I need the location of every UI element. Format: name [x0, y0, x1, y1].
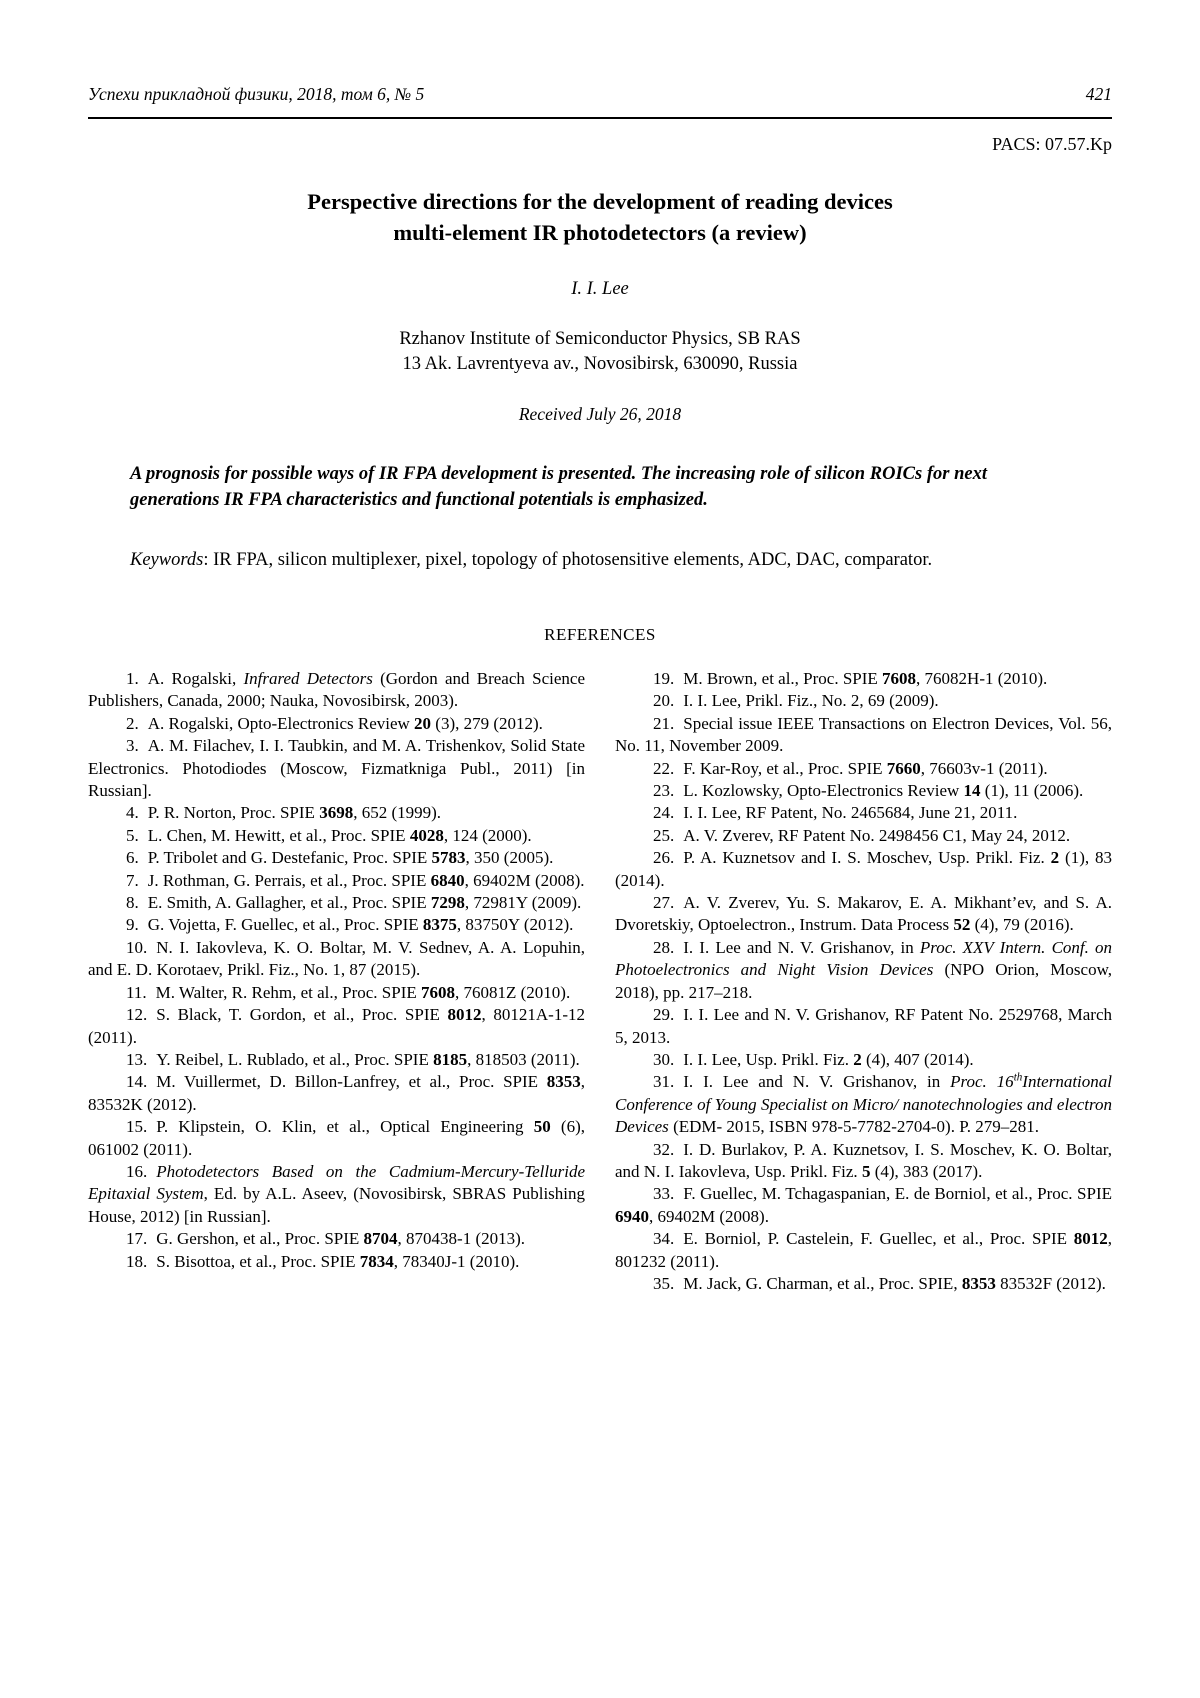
reference-item: 11. M. Walter, R. Rehm, et al., Proc. SPIE 7608, 76081Z (2010).	[126, 982, 571, 1002]
reference-number: 4.	[126, 803, 139, 823]
reference-item: 16. Photodetectors Based on the Cadmium-Mercury-Telluride Epitaxial System, Ed. by A.L. Aseev, (Novosibirsk, SBRAS Publishing House, 2012) [in Russian].	[88, 1161, 586, 1226]
reference-number: 20.	[653, 691, 675, 711]
reference-number: 31.	[653, 1072, 675, 1092]
reference-item: 8. E. Smith, A. Gallagher, et al., Proc. SPIE 7298, 72981Y (2009).	[126, 893, 582, 913]
reference-item: 24. I. I. Lee, RF Patent, No. 2465684, June 21, 2011.	[653, 803, 1018, 823]
reference-item: 27. A. V. Zverev, Yu. S. Makarov, E. A. Mikhant’ev, and S. A. Dvoretskiy, Optoelectron., Instrum. Data Process 52 (4), 79 (2016).	[615, 893, 1112, 935]
reference-number: 28.	[653, 937, 675, 957]
received-date: Received July 26, 2018	[518, 404, 682, 424]
reference-number: 9.	[126, 915, 139, 935]
references-column-left	[88, 668, 585, 1295]
reference-number: 29.	[653, 1005, 675, 1025]
reference-number: 22.	[653, 758, 675, 778]
reference-number: 1.	[126, 669, 139, 688]
reference-number: 33.	[653, 1184, 675, 1204]
references-column-right	[615, 668, 1112, 1295]
reference-item: 2. A. Rogalski, Opto-Electronics Review 20 (3), 279 (2012).	[126, 713, 543, 733]
reference-item: 13. Y. Reibel, L. Rublado, et al., Proc. SPIE 8185, 818503 (2011).	[126, 1049, 580, 1069]
page-number: 421	[1085, 84, 1112, 104]
reference-item: 5. L. Chen, M. Hewitt, et al., Proc. SPIE 4028, 124 (2000).	[126, 825, 532, 845]
reference-item: 19. M. Brown, et al., Proc. SPIE 7608, 76082H-1 (2010).	[653, 669, 1048, 688]
reference-item: 10. N. I. Iakovleva, K. O. Boltar, M. V. Sednev, A. A. Lopuhin, and E. D. Korotaev, Prikl. Fiz., No. 1, 87 (2015).	[88, 937, 585, 980]
reference-item: 32. I. D. Burlakov, P. A. Kuznetsov, I. S. Moschev, K. O. Boltar, and N. I. Iakovleva, Usp. Prikl. Fiz. 5 (4), 383 (2017).	[615, 1139, 1112, 1181]
journal-header	[88, 84, 1112, 119]
reference-number: 13.	[126, 1049, 148, 1069]
reference-item: 22. F. Kar-Roy, et al., Proc. SPIE 7660, 76603v-1 (2011).	[653, 758, 1048, 778]
reference-number: 16.	[126, 1161, 148, 1181]
reference-number: 11.	[126, 982, 147, 1002]
reference-item: 14. M. Vuillermet, D. Billon-Lanfrey, et al., Proc. SPIE 8353, 83532K (2012).	[88, 1072, 585, 1114]
reference-number: 34.	[653, 1229, 675, 1249]
reference-item: 23. L. Kozlowsky, Opto-Electronics Review 14 (1), 11 (2006).	[653, 781, 1084, 801]
reference-item: 17. G. Gershon, et al., Proc. SPIE 8704, 870438-1 (2013).	[126, 1229, 526, 1249]
reference-number: 12.	[126, 1005, 148, 1025]
reference-number: 24.	[653, 803, 675, 823]
affiliation-line1: Rzhanov Institute of Semiconductor Physics, SB RAS	[399, 329, 801, 349]
article-title-line1: Perspective directions for the development of reading devices	[307, 189, 893, 214]
reference-item: 26. P. A. Kuznetsov and I. S. Moschev, Usp. Prikl. Fiz. 2 (1), 83 (2014).	[615, 848, 1112, 890]
reference-item: 21. Special issue IEEE Transactions on Electron Devices, Vol. 56, No. 11, November 2009.	[615, 713, 1112, 756]
reference-item: 9. G. Vojetta, F. Guellec, et al., Proc. SPIE 8375, 83750Y (2012).	[126, 915, 574, 935]
reference-item: 3. A. M. Filachev, I. I. Taubkin, and M. A. Trishenkov, Solid State Electronics. Photodiodes (Moscow, Fizmatkniga Publ., 2011) [in Russian].	[88, 736, 585, 801]
reference-item: 7. J. Rothman, G. Perrais, et al., Proc. SPIE 6840, 69402M (2008).	[126, 870, 585, 890]
abstract: A prognosis for possible ways of IR FPA development is presented. The increasing role of silicon ROICs for next generations IR FPA characteristics and functional potentials is emphasized.	[130, 464, 987, 510]
reference-item: 18. S. Bisottoa, et al., Proc. SPIE 7834, 78340J-1 (2010).	[126, 1251, 520, 1271]
reference-number: 21.	[653, 713, 675, 733]
reference-number: 19.	[653, 669, 675, 688]
keywords: Keywords: IR FPA, silicon multiplexer, pixel, topology of photosensitive elements, ADC, DAC, comparator.	[130, 550, 933, 570]
reference-item: 34. E. Borniol, P. Castelein, F. Guellec, et al., Proc. SPIE 8012, 801232 (2011).	[615, 1229, 1112, 1271]
pacs-code: PACS: 07.57.Kp	[992, 134, 1112, 154]
reference-number: 10.	[126, 937, 148, 957]
reference-item: 30. I. I. Lee, Usp. Prikl. Fiz. 2 (4), 407 (2014).	[653, 1049, 974, 1069]
reference-number: 14.	[126, 1072, 148, 1092]
reference-item: 31. I. I. Lee and N. V. Grishanov, in Proc. 16thInternational Conference of Young Specialist on Micro/ nanotechnologies and electron Devices (EDM- 2015, ISBN 978-5-7782-2704-0). P. 279–281.	[615, 1071, 1112, 1137]
reference-number: 23.	[653, 781, 675, 801]
affiliation-line2: 13 Ak. Lavrentyeva av., Novosibirsk, 630090, Russia	[402, 354, 798, 374]
reference-number: 5.	[126, 825, 139, 845]
reference-number: 3.	[126, 736, 139, 756]
reference-item: 35. M. Jack, G. Charman, et al., Proc. SPIE, 8353 83532F (2012).	[653, 1273, 1106, 1293]
reference-item: 12. S. Black, T. Gordon, et al., Proc. SPIE 8012, 80121A-1-12 (2011).	[88, 1005, 585, 1047]
reference-number: 35.	[653, 1273, 675, 1293]
reference-number: 25.	[653, 825, 675, 845]
reference-number: 18.	[126, 1251, 148, 1271]
reference-item: 25. A. V. Zverev, RF Patent No. 2498456 C1, May 24, 2012.	[653, 825, 1071, 845]
reference-number: 26.	[653, 848, 675, 868]
reference-item: 15. P. Klipstein, O. Klin, et al., Optical Engineering 50 (6), 061002 (2011).	[88, 1117, 585, 1159]
reference-item: 1. A. Rogalski, Infrared Detectors (Gordon and Breach Science Publishers, Canada, 2000; Nauka, Novosibirsk, 2003).	[88, 669, 585, 711]
reference-item: 29. I. I. Lee and N. V. Grishanov, RF Patent No. 2529768, March 5, 2013.	[615, 1005, 1112, 1047]
affiliation	[88, 327, 1112, 377]
reference-number: 32.	[653, 1139, 675, 1159]
reference-item: 20. I. I. Lee, Prikl. Fiz., No. 2, 69 (2009).	[653, 691, 939, 711]
reference-number: 30.	[653, 1049, 675, 1069]
author-name: I. I. Lee	[571, 279, 629, 299]
reference-item: 28. I. I. Lee and N. V. Grishanov, in Proc. XXV Intern. Conf. on Photoelectronics and Night Vision Devices (NPO Orion, Moscow, 2018), pp. 217–218.	[615, 937, 1113, 1002]
reference-number: 15.	[126, 1117, 148, 1137]
reference-number: 8.	[126, 893, 139, 913]
reference-number: 27.	[653, 893, 675, 913]
reference-item: 4. P. R. Norton, Proc. SPIE 3698, 652 (1999).	[126, 803, 442, 823]
reference-number: 17.	[126, 1229, 148, 1249]
journal-title: Успехи прикладной физики, 2018, том 6, № 5	[88, 84, 425, 104]
article-title	[88, 186, 1112, 248]
reference-item: 6. P. Tribolet and G. Destefanic, Proc. SPIE 5783, 350 (2005).	[126, 848, 554, 868]
article-title-line2: multi-element IR photodetectors (a review)	[393, 220, 807, 245]
reference-number: 6.	[126, 848, 139, 868]
references-columns	[88, 668, 1112, 1295]
references-heading: REFERENCES	[544, 625, 656, 644]
reference-number: 2.	[126, 713, 139, 733]
reference-item: 33. F. Guellec, M. Tchagaspanian, E. de Borniol, et al., Proc. SPIE 6940, 69402M (2008).	[615, 1184, 1112, 1226]
reference-number: 7.	[126, 870, 139, 890]
